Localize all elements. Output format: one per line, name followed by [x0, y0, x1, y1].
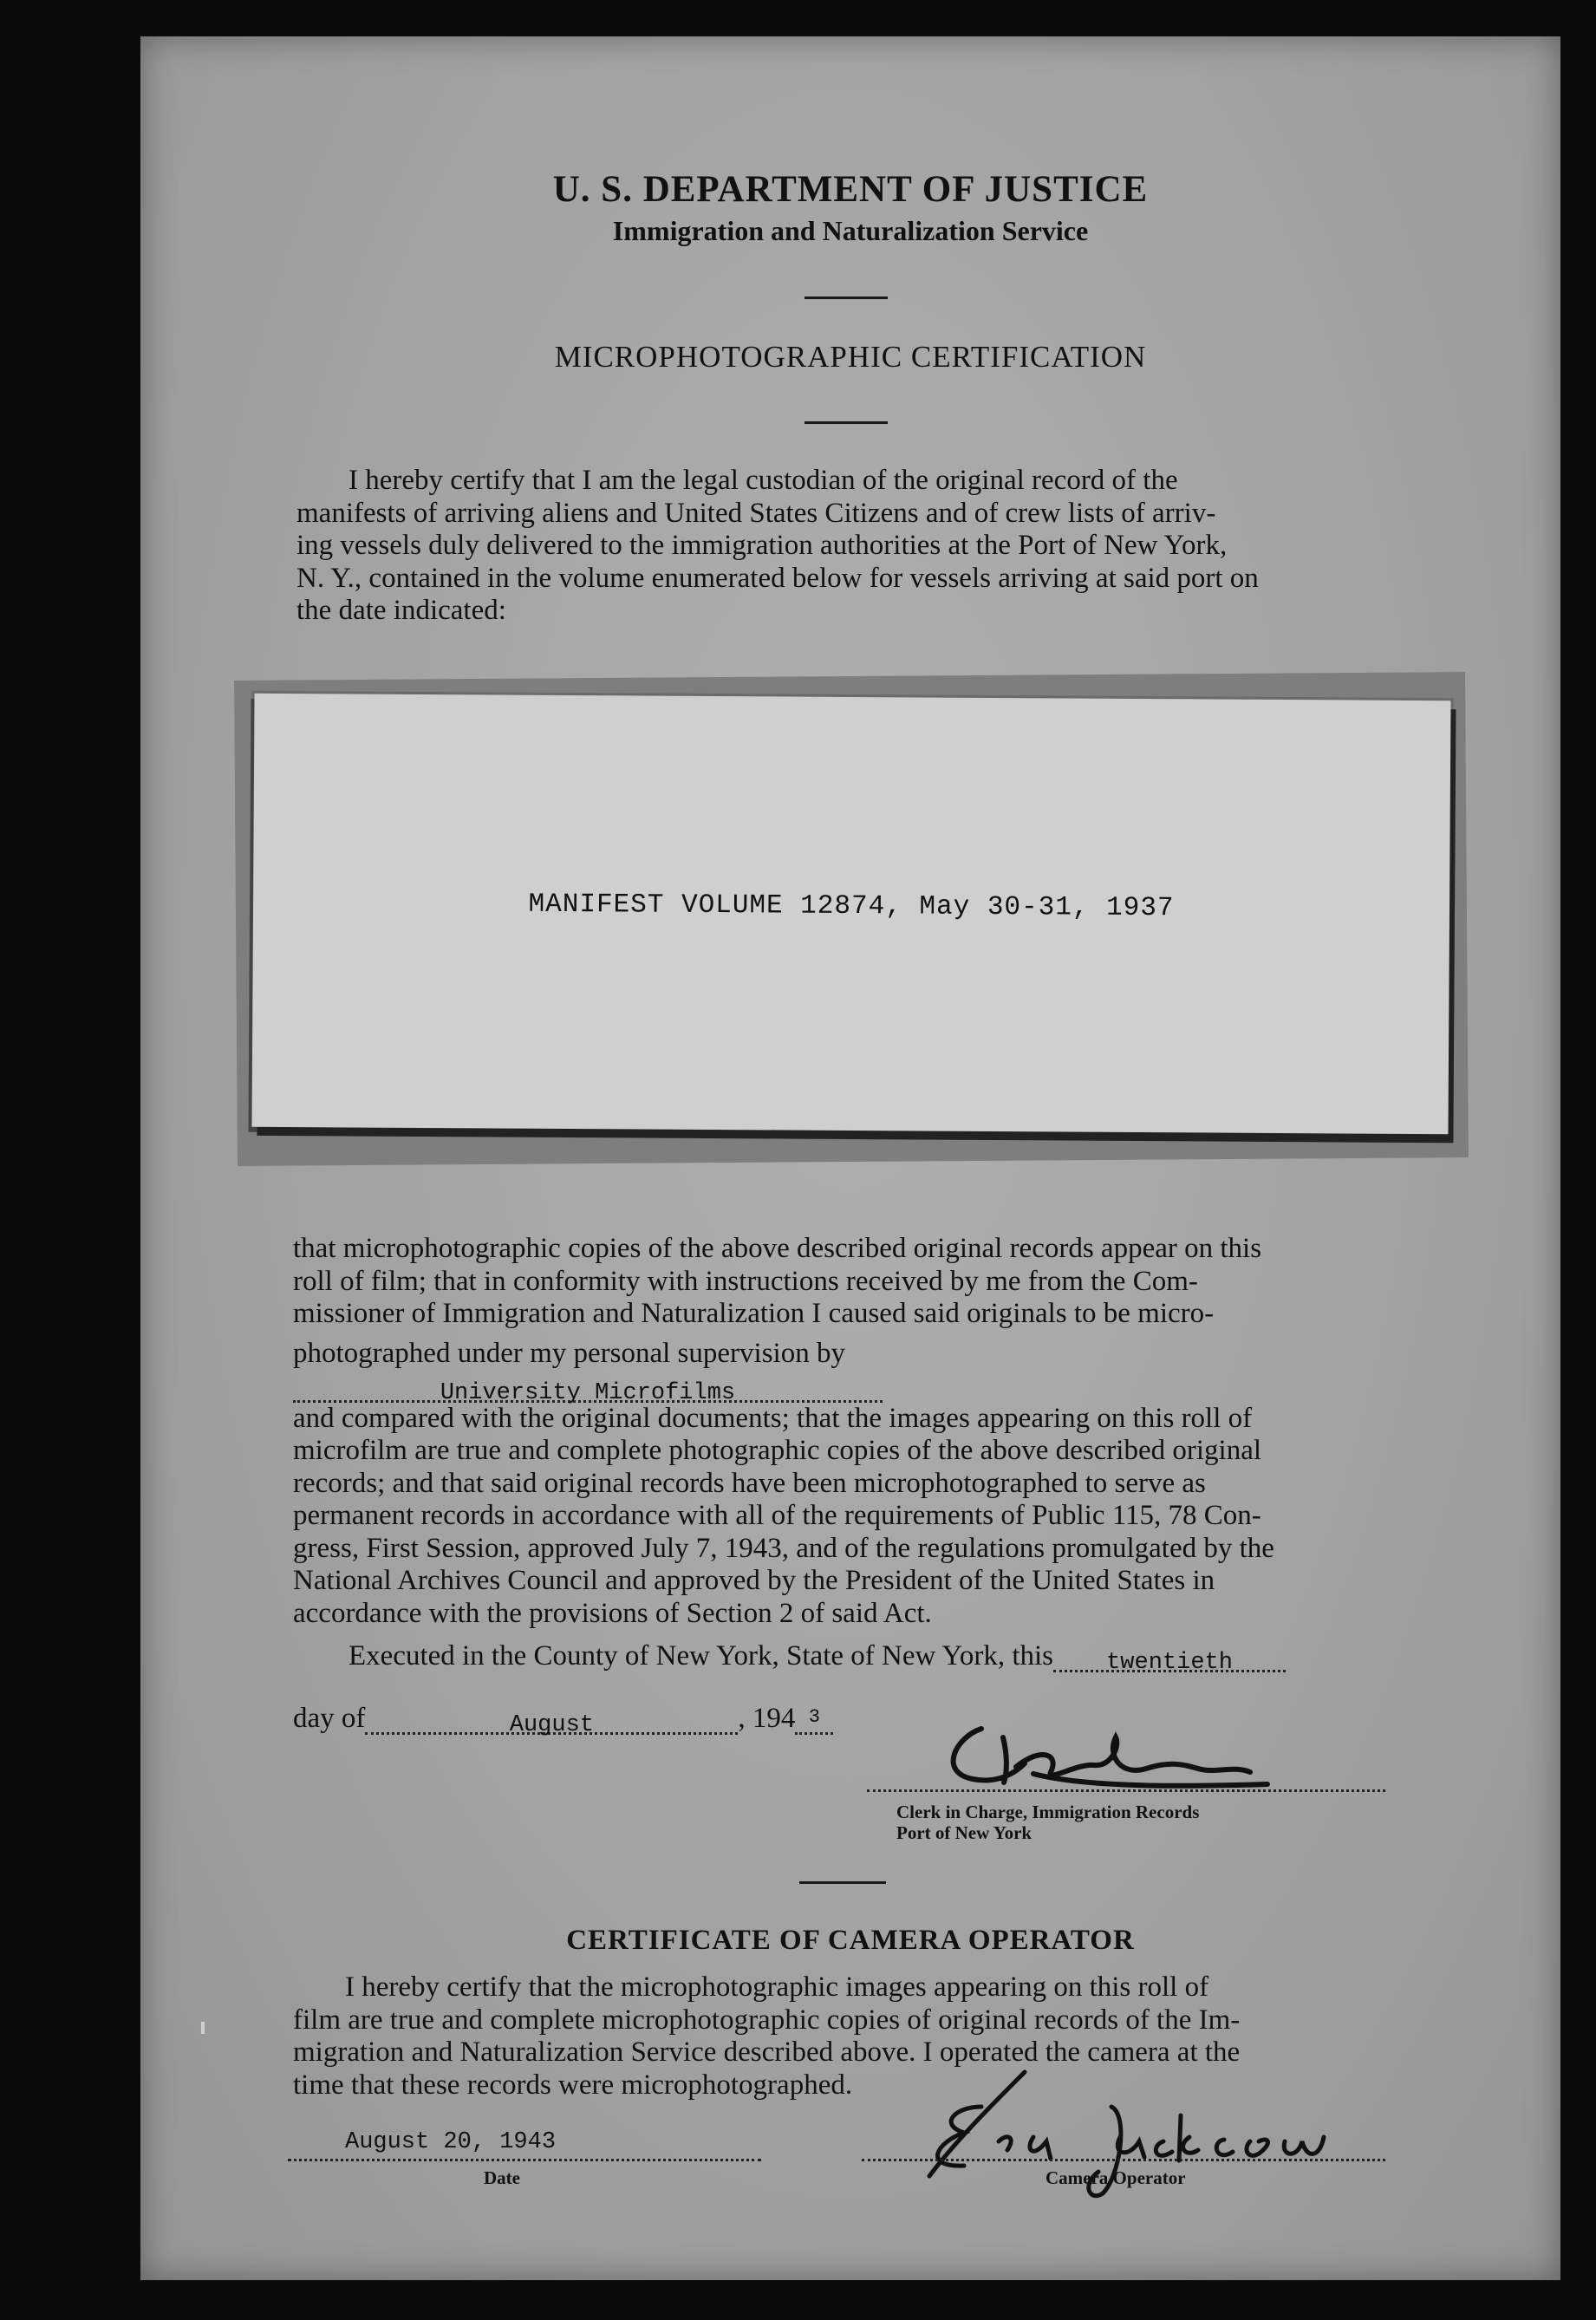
paragraph-line: permanent records in accordance with all of the requirements of Public 115, 78 Con-	[293, 1500, 1261, 1531]
year-digit: 3	[808, 1706, 820, 1728]
divider-rule	[805, 421, 888, 424]
paragraph-line: that microphotographic copies of the above described original records appear on this	[293, 1233, 1262, 1264]
paragraph-line: film are true and complete microphotographic copies of original records of the Im-	[293, 2004, 1241, 2036]
execution-line	[349, 1640, 1286, 1676]
month-field	[365, 1706, 738, 1738]
dayof-label: day of	[293, 1703, 366, 1734]
operator-caption: Camera Operator	[1046, 2167, 1186, 2188]
paragraph-line: I hereby certify that the microphotographic images appearing on this roll of	[345, 1971, 1209, 2003]
clerk-caption-line: Port of New York	[896, 1822, 1033, 1843]
year-field	[795, 1706, 833, 1735]
paragraph-line: and compared with the original documents; that the images appearing on this roll of	[293, 1402, 1253, 1434]
certificate-page	[140, 36, 1560, 2280]
camera-date-value: August 20, 1943	[345, 2129, 557, 2155]
execution-label: Executed in the County of New York, State of New York, this	[349, 1640, 1054, 1672]
paragraph-line: gress, First Session, approved July 7, 1943, and of the regulations promulgated by the	[293, 1532, 1274, 1564]
department-heading: U. S. DEPARTMENT OF JUSTICE	[552, 169, 1149, 210]
month-value: August	[509, 1712, 594, 1738]
certification-paragraph	[293, 1233, 1394, 1630]
supervision-field	[293, 1374, 883, 1406]
paragraph-line: the date indicated:	[296, 595, 506, 626]
supervision-value: University Microfilms	[440, 1379, 736, 1406]
paragraph-line: microfilm are true and complete photographic copies of the above described original	[293, 1435, 1262, 1466]
date-caption: Date	[484, 2167, 520, 2188]
clerk-caption-line: Clerk in Charge, Immigration Records	[896, 1802, 1200, 1822]
day-field	[1053, 1644, 1286, 1676]
operator-signature-line	[862, 2159, 1385, 2161]
clerk-signature	[921, 1711, 1285, 1798]
divider-rule	[805, 297, 888, 299]
paragraph-line: accordance with the provisions of Section 2 of said Act.	[293, 1597, 932, 1629]
paragraph-line: migration and Naturalization Service described above. I operated the camera at the	[293, 2037, 1241, 2068]
custodian-paragraph	[296, 465, 1396, 628]
clerk-caption	[896, 1802, 1199, 1843]
day-value: twentieth	[1106, 1650, 1233, 1676]
paragraph-line: records; and that said original records have been microphotographed to serve as	[293, 1467, 1206, 1499]
manifest-slip	[251, 694, 1450, 1134]
paragraph-line: time that these records were microphotographed.	[293, 2069, 853, 2101]
scan-mark	[201, 2022, 205, 2034]
date-line	[288, 2159, 761, 2161]
paragraph-line: roll of film; that in conformity with instructions received by me from the Com-	[293, 1265, 1198, 1297]
clerk-signature-line	[867, 1789, 1385, 1792]
camera-certificate-title: CERTIFICATE OF CAMERA OPERATOR	[566, 1925, 1135, 1956]
year-prefix: , 194	[738, 1703, 796, 1734]
paragraph-line: ing vessels duly delivered to the immigration authorities at the Port of New York,	[296, 530, 1228, 561]
paragraph-line: I hereby certify that I am the legal custodian of the original record of the	[349, 465, 1178, 496]
dayof-line	[293, 1703, 833, 1738]
service-heading: Immigration and Naturalization Service	[612, 215, 1089, 246]
paragraph-line: missioner of Immigration and Naturalization I caused said originals to be micro-	[293, 1298, 1215, 1329]
supervision-label: photographed under my personal supervision by	[293, 1337, 845, 1369]
paragraph-line: N. Y., contained in the volume enumerated below for vessels arriving at said port on	[296, 562, 1259, 594]
paragraph-line: National Archives Council and approved by the President of the United States in	[293, 1565, 1215, 1596]
paragraph-line: manifests of arriving aliens and United States Citizens and of crew lists of arriv-	[296, 497, 1216, 529]
certification-title: MICROPHOTOGRAPHIC CERTIFICATION	[554, 340, 1147, 374]
supervision-line	[293, 1337, 1394, 1406]
divider-rule	[799, 1881, 886, 1884]
manifest-volume-text: MANIFEST VOLUME 12874, May 30-31, 1937	[528, 889, 1175, 924]
